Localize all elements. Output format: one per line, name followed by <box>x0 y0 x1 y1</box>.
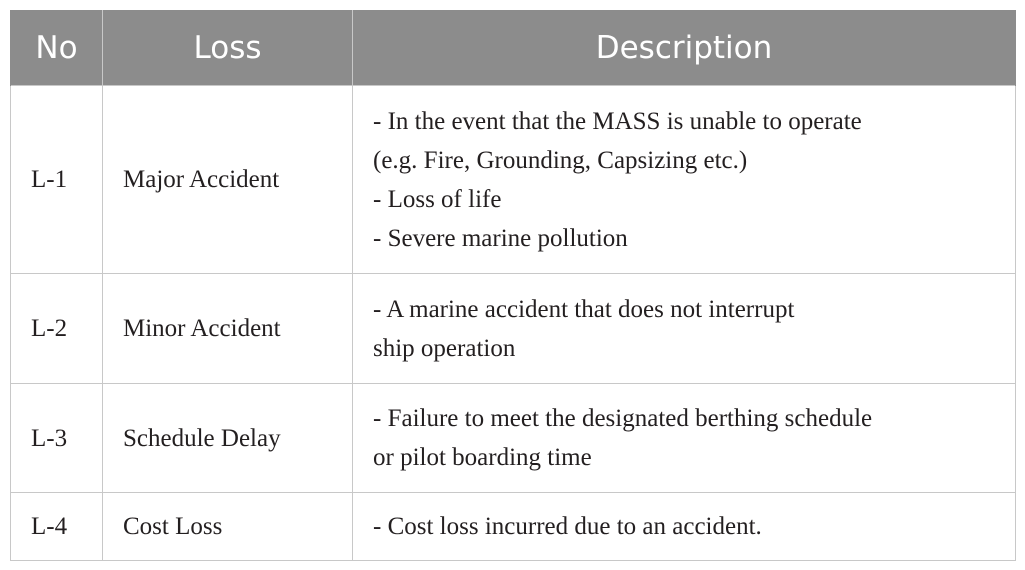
loss-table <box>10 10 1016 561</box>
description-line: - Cost loss incurred due to an accident. <box>373 513 762 540</box>
description-line: - Loss of life <box>373 185 502 213</box>
cell-no: L-2 <box>11 274 103 384</box>
table-row <box>11 274 1016 384</box>
description-line: - Failure to meet the designated berthing schedule <box>373 405 873 432</box>
description-line: - Severe marine pollution <box>373 224 628 252</box>
cell-no: L-4 <box>11 493 103 561</box>
cell-description <box>353 493 1016 561</box>
description-line: - A marine accident that does not interrupt <box>373 295 795 323</box>
table-row <box>11 384 1016 493</box>
cell-description <box>353 384 1016 493</box>
header-description: Description <box>353 11 1016 86</box>
header-no: No <box>11 11 103 86</box>
cell-description <box>353 86 1016 274</box>
cell-loss: Major Accident <box>103 86 353 274</box>
cell-loss: Cost Loss <box>103 493 353 561</box>
description-line: (e.g. Fire, Grounding, Capsizing etc.) <box>373 146 748 174</box>
header-loss: Loss <box>103 11 353 86</box>
table-row <box>11 493 1016 561</box>
cell-no: L-1 <box>11 86 103 274</box>
cell-description <box>353 274 1016 384</box>
description-line: or pilot boarding time <box>373 444 592 471</box>
cell-no: L-3 <box>11 384 103 493</box>
header-row <box>11 11 1016 86</box>
table-row <box>11 86 1016 274</box>
description-line: - In the event that the MASS is unable to operate <box>373 107 862 135</box>
cell-loss: Schedule Delay <box>103 384 353 493</box>
cell-loss: Minor Accident <box>103 274 353 384</box>
description-line: ship operation <box>373 334 516 362</box>
loss-table-container <box>10 10 1015 561</box>
